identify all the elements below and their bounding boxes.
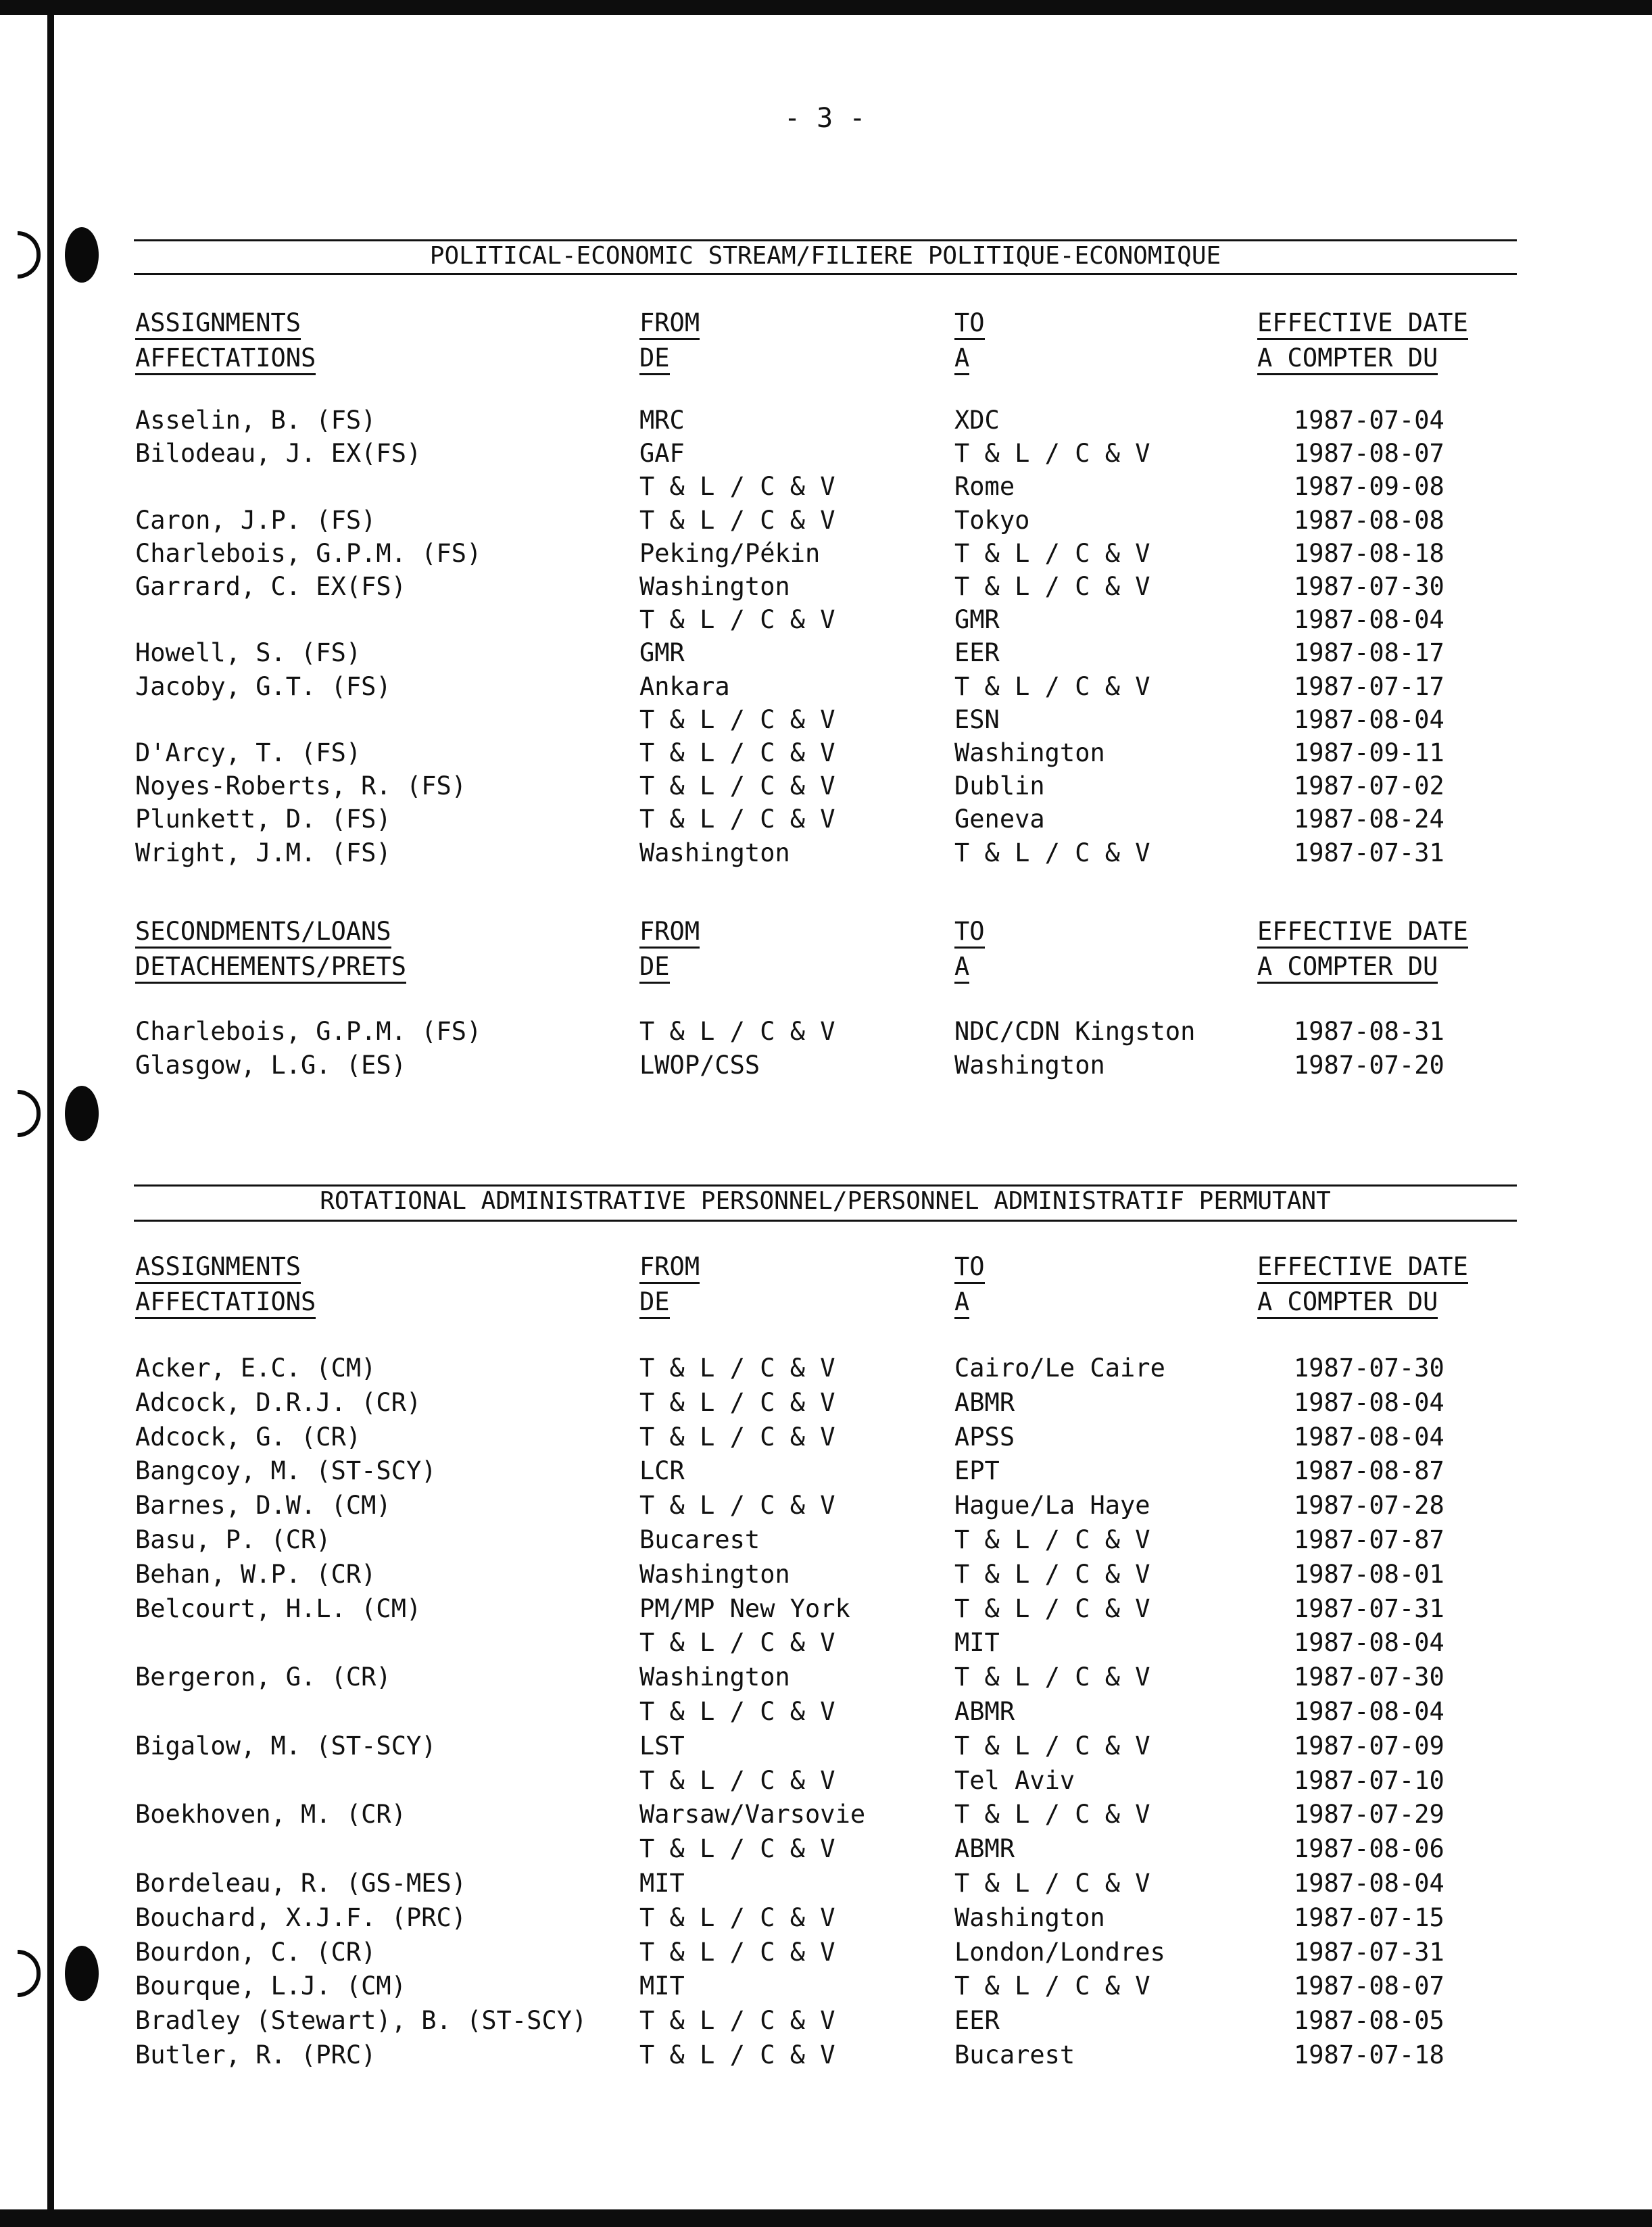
cell-from: T & L / C & V <box>639 2006 835 2036</box>
cell-effective-date: 1987-08-04 <box>1294 704 1444 734</box>
cell-to: Tokyo <box>954 505 1030 535</box>
table-row <box>0 1388 1652 1422</box>
cell-to: Tel Aviv <box>954 1765 1075 1795</box>
cell-effective-date: 1987-08-04 <box>1294 1387 1444 1417</box>
cell-from: T & L / C & V <box>639 805 835 834</box>
cell-name: Bilodeau, J. EX(FS) <box>135 439 422 469</box>
cell-effective-date: 1987-08-08 <box>1294 505 1444 535</box>
cell-to: Dublin <box>954 771 1045 801</box>
cell-name: Caron, J.P. (FS) <box>135 505 376 535</box>
table-row <box>0 605 1652 639</box>
table-row <box>0 439 1652 473</box>
cell-to: T & L / C & V <box>954 1662 1150 1692</box>
cell-from: T & L / C & V <box>639 1765 835 1795</box>
cell-to: T & L / C & V <box>954 1869 1150 1898</box>
cell-from: T & L / C & V <box>639 1422 835 1452</box>
cell-to: T & L / C & V <box>954 572 1150 601</box>
cell-to: EER <box>954 638 1000 668</box>
section-rule <box>134 273 1517 275</box>
table-row <box>0 506 1652 540</box>
header-to: TO A <box>954 306 985 376</box>
cell-to: Cairo/Le Caire <box>954 1354 1165 1383</box>
cell-from: T & L / C & V <box>639 1937 835 1967</box>
cell-to: T & L / C & V <box>954 838 1150 867</box>
cell-effective-date: 1987-08-04 <box>1294 1628 1444 1658</box>
cell-name: D'Arcy, T. (FS) <box>135 738 362 767</box>
cell-name: Bordeleau, R. (GS-MES) <box>135 1869 467 1898</box>
cell-to: Bucarest <box>954 2040 1075 2069</box>
section-rule <box>134 1184 1517 1187</box>
cell-to: T & L / C & V <box>954 538 1150 568</box>
cell-from: Washington <box>639 572 790 601</box>
table-row <box>0 1354 1652 1387</box>
cell-name: Butler, R. (PRC) <box>135 2040 376 2069</box>
cell-from: Warsaw/Varsovie <box>639 1800 866 1829</box>
cell-to: ABMR <box>954 1834 1015 1864</box>
cell-name: Charlebois, G.P.M. (FS) <box>135 1017 482 1046</box>
table-row <box>0 771 1652 805</box>
table-row <box>0 738 1652 772</box>
cell-from: T & L / C & V <box>639 1628 835 1658</box>
cell-from: T & L / C & V <box>639 472 835 502</box>
cell-name: Bradley (Stewart), B. (ST-SCY) <box>135 2006 587 2036</box>
cell-from: GAF <box>639 439 685 469</box>
cell-to: NDC/CDN Kingston <box>954 1017 1196 1046</box>
cell-to: Geneva <box>954 805 1045 834</box>
table-row <box>0 2040 1652 2074</box>
header-from: FROM DE <box>639 1249 700 1320</box>
header-to: TO A <box>954 1249 985 1320</box>
cell-from: PM/MP New York <box>639 1594 850 1623</box>
cell-from: T & L / C & V <box>639 771 835 801</box>
cell-name: Jacoby, G.T. (FS) <box>135 671 391 701</box>
cell-from: T & L / C & V <box>639 1834 835 1864</box>
table-row <box>0 1525 1652 1559</box>
cell-effective-date: 1987-07-30 <box>1294 572 1444 601</box>
table-row <box>0 472 1652 506</box>
cell-from: T & L / C & V <box>639 1017 835 1046</box>
table-row <box>0 805 1652 838</box>
cell-from: Washington <box>639 838 790 867</box>
header-effective-date: EFFECTIVE DATE A COMPTER DU <box>1257 1249 1468 1320</box>
table-row <box>0 1051 1652 1084</box>
table-row <box>0 1017 1652 1051</box>
header-from: FROM DE <box>639 306 700 376</box>
table-row <box>0 1766 1652 1800</box>
cell-name: Acker, E.C. (CM) <box>135 1354 376 1383</box>
cell-effective-date: 1987-09-11 <box>1294 738 1444 767</box>
table-row <box>0 1971 1652 2005</box>
cell-from: LST <box>639 1731 685 1761</box>
table-row <box>0 705 1652 739</box>
header-to: TO A <box>954 914 985 984</box>
table-row <box>0 1560 1652 1594</box>
cell-to: T & L / C & V <box>954 1800 1150 1829</box>
section-rule <box>134 1220 1517 1222</box>
cell-to: Washington <box>954 1051 1105 1080</box>
table-row <box>0 572 1652 606</box>
table-row <box>0 1731 1652 1765</box>
section-rule <box>134 239 1517 241</box>
header-effective-date: EFFECTIVE DATE A COMPTER DU <box>1257 306 1468 376</box>
cell-effective-date: 1987-08-07 <box>1294 439 1444 469</box>
cell-name: Asselin, B. (FS) <box>135 406 376 435</box>
cell-from: LCR <box>639 1456 685 1486</box>
cell-to: ABMR <box>954 1697 1015 1726</box>
cell-effective-date: 1987-08-31 <box>1294 1017 1444 1046</box>
cell-from: MIT <box>639 1869 685 1898</box>
cell-from: MIT <box>639 1971 685 2001</box>
cell-name: Bangcoy, M. (ST-SCY) <box>135 1456 437 1486</box>
header-from: FROM DE <box>639 914 700 984</box>
header-assignments: ASSIGNMENTS AFFECTATIONS <box>135 306 316 376</box>
cell-from: LWOP/CSS <box>639 1051 760 1080</box>
cell-to: London/Londres <box>954 1937 1165 1967</box>
cell-from: T & L / C & V <box>639 1354 835 1383</box>
cell-from: Washington <box>639 1662 790 1692</box>
cell-to: XDC <box>954 406 1000 435</box>
cell-effective-date: 1987-08-04 <box>1294 1869 1444 1898</box>
cell-effective-date: 1987-08-01 <box>1294 1559 1444 1589</box>
cell-to: T & L / C & V <box>954 1971 1150 2001</box>
cell-name: Charlebois, G.P.M. (FS) <box>135 538 482 568</box>
cell-name: Basu, P. (CR) <box>135 1525 331 1554</box>
cell-from: T & L / C & V <box>639 738 835 767</box>
cell-from: T & L / C & V <box>639 605 835 635</box>
cell-effective-date: 1987-07-28 <box>1294 1491 1444 1520</box>
cell-name: Wright, J.M. (FS) <box>135 838 391 867</box>
cell-name: Belcourt, H.L. (CM) <box>135 1594 422 1623</box>
table-row <box>0 406 1652 439</box>
table-row <box>0 1594 1652 1628</box>
cell-name: Glasgow, L.G. (ES) <box>135 1051 406 1080</box>
cell-name: Bourdon, C. (CR) <box>135 1937 376 1967</box>
cell-effective-date: 1987-08-17 <box>1294 638 1444 668</box>
cell-from: T & L / C & V <box>639 704 835 734</box>
cell-effective-date: 1987-07-30 <box>1294 1662 1444 1692</box>
cell-effective-date: 1987-08-06 <box>1294 1834 1444 1864</box>
cell-from: T & L / C & V <box>639 1491 835 1520</box>
binder-hole-mark <box>18 1090 41 1137</box>
table-row <box>0 1662 1652 1696</box>
cell-effective-date: 1987-07-30 <box>1294 1354 1444 1383</box>
cell-name: Boekhoven, M. (CR) <box>135 1800 406 1829</box>
cell-to: GMR <box>954 605 1000 635</box>
cell-effective-date: 1987-07-17 <box>1294 671 1444 701</box>
page-number: - 3 - <box>784 103 866 134</box>
table-row <box>0 638 1652 672</box>
cell-to: ESN <box>954 704 1000 734</box>
cell-to: APSS <box>954 1422 1015 1452</box>
table-row <box>0 838 1652 872</box>
table-row <box>0 1697 1652 1731</box>
cell-from: T & L / C & V <box>639 505 835 535</box>
cell-name: Plunkett, D. (FS) <box>135 805 391 834</box>
cell-effective-date: 1987-07-87 <box>1294 1525 1444 1554</box>
cell-name: Barnes, D.W. (CM) <box>135 1491 391 1520</box>
scan-top-edge <box>0 0 1652 15</box>
table-row <box>0 1903 1652 1937</box>
cell-to: ABMR <box>954 1387 1015 1417</box>
cell-effective-date: 1987-08-04 <box>1294 1422 1444 1452</box>
cell-name: Behan, W.P. (CR) <box>135 1559 376 1589</box>
cell-effective-date: 1987-07-15 <box>1294 1902 1444 1932</box>
cell-effective-date: 1987-08-04 <box>1294 1697 1444 1726</box>
cell-to: T & L / C & V <box>954 1559 1150 1589</box>
cell-name: Bouchard, X.J.F. (PRC) <box>135 1902 467 1932</box>
table-row <box>0 1456 1652 1490</box>
cell-to: T & L / C & V <box>954 439 1150 469</box>
binder-hole <box>65 227 99 283</box>
cell-name: Adcock, G. (CR) <box>135 1422 362 1452</box>
scan-bottom-edge <box>0 2209 1652 2227</box>
cell-effective-date: 1987-08-05 <box>1294 2006 1444 2036</box>
cell-effective-date: 1987-07-02 <box>1294 771 1444 801</box>
cell-effective-date: 1987-08-07 <box>1294 1971 1444 2001</box>
cell-from: Washington <box>639 1559 790 1589</box>
cell-effective-date: 1987-07-31 <box>1294 1937 1444 1967</box>
table-row <box>0 1869 1652 1902</box>
binder-hole <box>65 1086 99 1141</box>
cell-to: Rome <box>954 472 1015 502</box>
cell-name: Adcock, D.R.J. (CR) <box>135 1387 422 1417</box>
cell-effective-date: 1987-07-10 <box>1294 1765 1444 1795</box>
cell-to: T & L / C & V <box>954 1525 1150 1554</box>
cell-to: Washington <box>954 1902 1105 1932</box>
cell-from: T & L / C & V <box>639 1902 835 1932</box>
cell-from: T & L / C & V <box>639 1697 835 1726</box>
cell-to: T & L / C & V <box>954 1731 1150 1761</box>
cell-from: MRC <box>639 406 685 435</box>
cell-effective-date: 1987-08-04 <box>1294 605 1444 635</box>
cell-from: Bucarest <box>639 1525 760 1554</box>
table-row <box>0 1938 1652 1971</box>
cell-to: Washington <box>954 738 1105 767</box>
header-secondments: SECONDMENTS/LOANS DETACHEMENTS/PRETS <box>135 914 406 984</box>
header-assignments: ASSIGNMENTS AFFECTATIONS <box>135 1249 316 1320</box>
cell-effective-date: 1987-07-18 <box>1294 2040 1444 2069</box>
cell-effective-date: 1987-08-24 <box>1294 805 1444 834</box>
cell-name: Noyes-Roberts, R. (FS) <box>135 771 467 801</box>
cell-effective-date: 1987-07-04 <box>1294 406 1444 435</box>
binder-hole-mark <box>18 231 41 279</box>
cell-effective-date: 1987-08-18 <box>1294 538 1444 568</box>
cell-effective-date: 1987-08-87 <box>1294 1456 1444 1486</box>
section-title: POLITICAL-ECONOMIC STREAM/FILIERE POLITIQUE-ECONOMIQUE <box>429 242 1221 270</box>
table-row <box>0 2006 1652 2040</box>
cell-from: Ankara <box>639 671 730 701</box>
table-row <box>0 539 1652 573</box>
table-row <box>0 1800 1652 1834</box>
table-row <box>0 1834 1652 1868</box>
cell-from: Peking/Pékin <box>639 538 821 568</box>
table-row <box>0 1422 1652 1456</box>
cell-effective-date: 1987-07-29 <box>1294 1800 1444 1829</box>
cell-name: Bourque, L.J. (CM) <box>135 1971 406 2001</box>
header-effective-date: EFFECTIVE DATE A COMPTER DU <box>1257 914 1468 984</box>
cell-to: Hague/La Haye <box>954 1491 1150 1520</box>
cell-to: MIT <box>954 1628 1000 1658</box>
cell-effective-date: 1987-07-31 <box>1294 1594 1444 1623</box>
cell-effective-date: 1987-07-20 <box>1294 1051 1444 1080</box>
cell-to: EPT <box>954 1456 1000 1486</box>
cell-name: Bergeron, G. (CR) <box>135 1662 391 1692</box>
cell-effective-date: 1987-09-08 <box>1294 472 1444 502</box>
table-row <box>0 1628 1652 1662</box>
cell-name: Bigalow, M. (ST-SCY) <box>135 1731 437 1761</box>
section-title: ROTATIONAL ADMINISTRATIVE PERSONNEL/PERSONNEL ADMINISTRATIF PERMUTANT <box>320 1187 1331 1215</box>
cell-effective-date: 1987-07-31 <box>1294 838 1444 867</box>
cell-to: EER <box>954 2006 1000 2036</box>
table-row <box>0 1491 1652 1525</box>
cell-from: T & L / C & V <box>639 1387 835 1417</box>
cell-from: T & L / C & V <box>639 2040 835 2069</box>
cell-name: Garrard, C. EX(FS) <box>135 572 406 601</box>
cell-from: GMR <box>639 638 685 668</box>
cell-effective-date: 1987-07-09 <box>1294 1731 1444 1761</box>
cell-to: T & L / C & V <box>954 671 1150 701</box>
table-row <box>0 672 1652 706</box>
cell-name: Howell, S. (FS) <box>135 638 362 668</box>
cell-to: T & L / C & V <box>954 1594 1150 1623</box>
